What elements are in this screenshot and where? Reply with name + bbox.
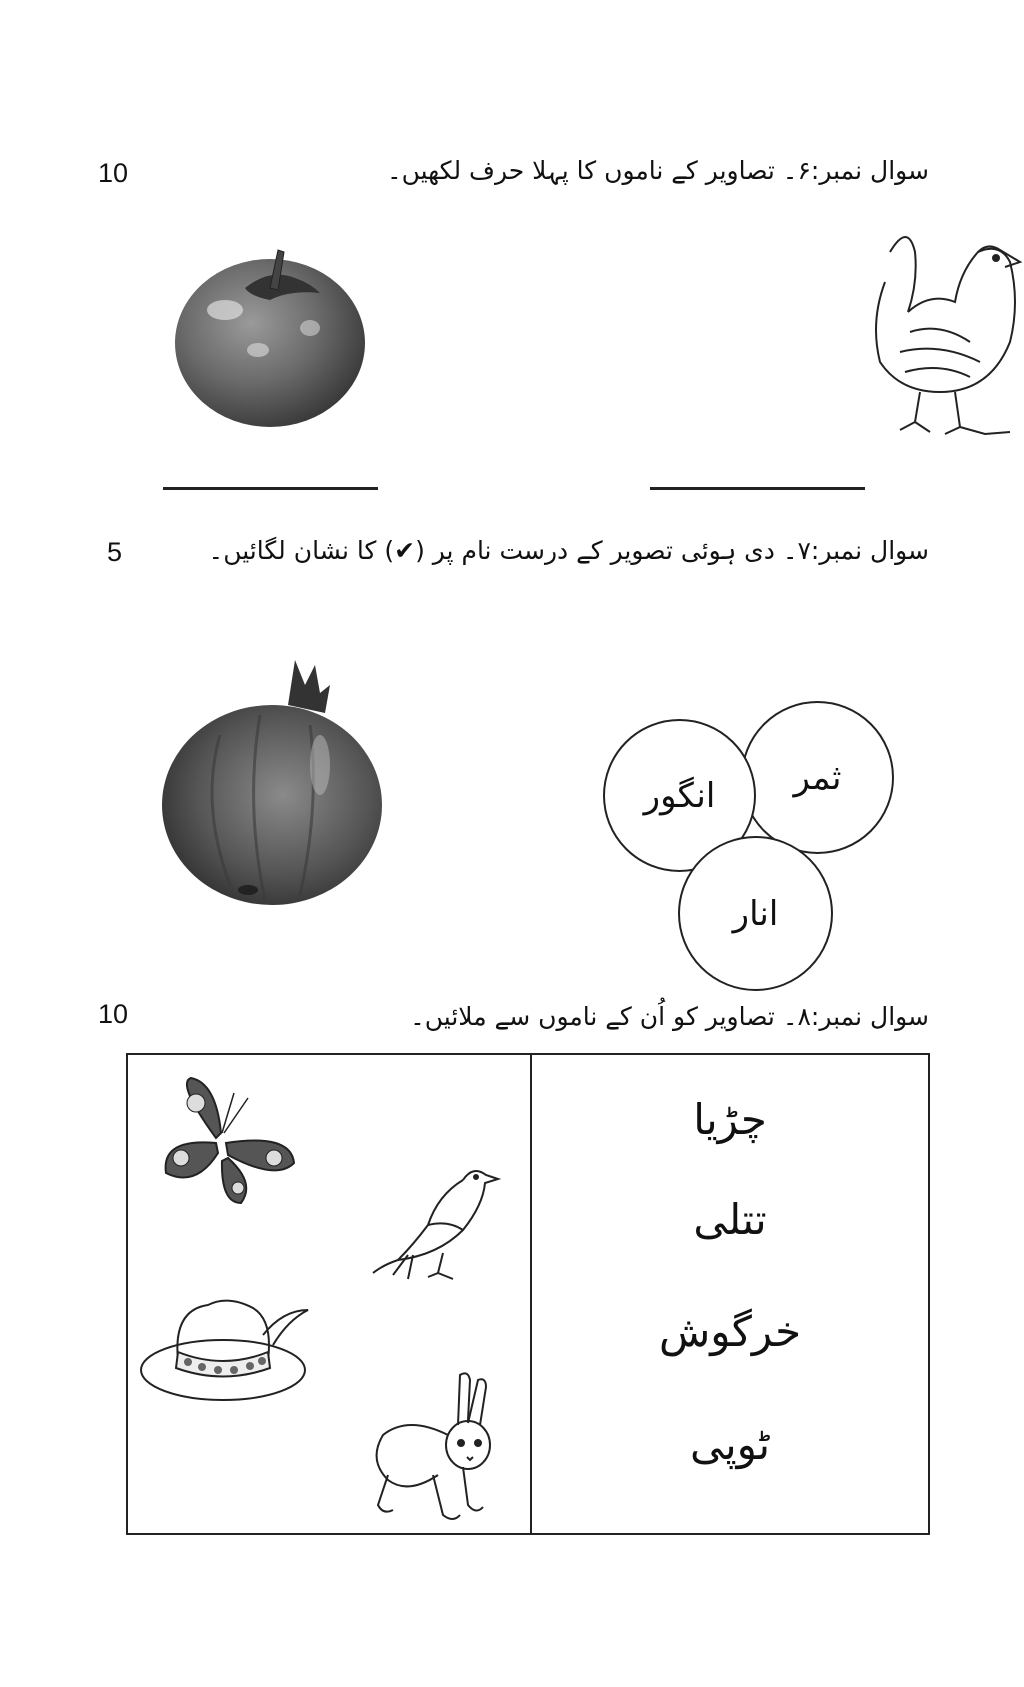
q7-marks: 5 (107, 537, 123, 567)
option-label-1: ثمر (793, 757, 842, 798)
answer-line-hen[interactable] (650, 487, 865, 490)
option-circle-3[interactable] (678, 836, 833, 991)
match-word-2[interactable]: تتلی (693, 1195, 767, 1244)
match-word-3[interactable]: خرگوش (658, 1307, 802, 1356)
answer-line-tomato[interactable] (163, 487, 378, 490)
hat-icon[interactable] (138, 1290, 313, 1405)
q8-marks: 10 (98, 999, 129, 1029)
butterfly-icon[interactable] (156, 1063, 296, 1213)
hen-icon (860, 222, 1024, 448)
word-column (532, 1055, 928, 1533)
matching-table (126, 1053, 930, 1535)
q8-prompt: سوال نمبر:۸۔ تصاویر کو اُن کے ناموں سے ملائیں۔ (410, 1002, 929, 1031)
q6-prompt: سوال نمبر:۶۔ تصاویر کے ناموں کا پہلا حرف لکھیں۔ (386, 156, 929, 185)
option-circle-1[interactable] (741, 701, 894, 854)
pomegranate-icon (160, 655, 390, 915)
tomato-icon (170, 238, 370, 438)
sparrow-icon[interactable] (368, 1155, 503, 1285)
rabbit-icon[interactable] (368, 1365, 498, 1530)
q7-prompt: سوال نمبر:۷۔ دی ہوئی تصویر کے درست نام پر (✔) کا نشان لگائیں۔ (208, 536, 929, 565)
option-label-2: انگور (643, 775, 716, 816)
match-word-4[interactable]: ٹوپی (689, 1420, 771, 1469)
match-word-1[interactable]: چڑیا (693, 1095, 767, 1144)
q6-marks: 10 (98, 158, 129, 188)
option-label-3: انار (732, 893, 779, 934)
